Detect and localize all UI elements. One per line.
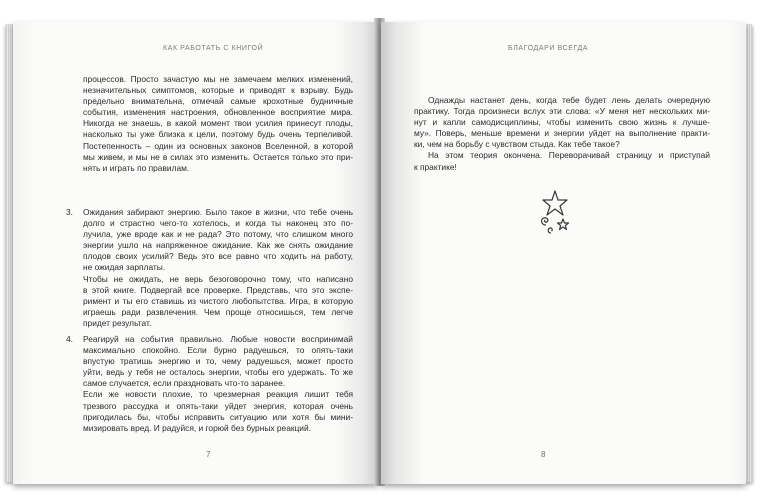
text-line: насколько ты уже близка к цели, поэтому будь очень терпеливой. [83, 129, 353, 140]
text-line: трезвого рассудка и опять-таки уйдет энергия, которая очень [83, 400, 353, 411]
text-line: Однажды настанет день, когда тебе будет лень делать очередную [428, 95, 710, 105]
text-line: максимально спокойно. Если бурно радуешься, то опять-таки [83, 345, 353, 356]
text-line: к практике! [414, 161, 457, 172]
text-line: процессов. Просто зачастую мы не замечаем мелких изменений, [83, 74, 353, 84]
text-line: мизировать вред. И радуйся, и горюй без бурных реакций. [83, 422, 311, 433]
stars-swirl-icon [533, 189, 577, 241]
text-line: не ожидая зарплаты. [83, 262, 166, 273]
text-line: Ожидания забирают энергию. Было такое в жизни, что тебе очень [83, 207, 353, 217]
text-line: На этом теория окончена. Переворачивай страницу и приступай [428, 150, 710, 161]
right-running-head: БЛАГОДАРИ ВСЕГДА [508, 45, 589, 52]
text-line: Реагируй на события правильно. Любые новости воспринимай [83, 334, 353, 344]
text-line: Чтобы не ожидать, не верь безоговорочно тому, что написано [83, 273, 353, 284]
left-page-number: 7 [206, 450, 211, 459]
right-page [381, 22, 746, 484]
right-page-number: 8 [541, 450, 546, 459]
text-line: пригодилась бы, чтобы исправить ситуацию или хотя бы мини- [83, 411, 353, 422]
text-line: в этой книге. Подвергай все проверке. Представь, что это экспе- [83, 284, 353, 295]
left-intro-paragraph [83, 74, 353, 174]
text-line: плодов своих усилий? Ведь это все равно что ходить на работу, [83, 251, 353, 262]
text-line: лучила, уже вроде как и не рада? Это потому, что слишком много [83, 229, 353, 240]
left-running-head: КАК РАБОТАТЬ С КНИГОЙ [163, 45, 264, 52]
list-item-number: 4. [66, 334, 73, 344]
text-line: придет результат. [83, 317, 152, 328]
text-line: уйти, ведь у тебя не осталось энергии, чтобы его удержать. То же [83, 367, 353, 378]
text-line: долго и страстно чего-то хотелось, и когда ты наконец это по- [83, 218, 353, 229]
text-line: Никогда не знаешь, в какой момент твои усилия принесут плоды, [83, 118, 353, 129]
text-line: самое случается, если праздновать что-то заранее. [83, 378, 286, 389]
text-line: энергии ушло на напряженное ожидание. Как же снять ожидание [83, 240, 353, 251]
right-paragraph [414, 95, 710, 173]
text-line: предельно внимательна, отмечай самые крохотные будничные [83, 96, 353, 107]
text-line: мы живем, и мы не в силах это изменить. Остается только это при- [83, 151, 353, 162]
text-line: впустую тратишь энергию и то, чему радуешься, может просто [83, 356, 353, 367]
text-line: ки, чем на борьбу с чувством стыда. Как тебе такое? [414, 139, 620, 150]
text-line: события, изменения настроения, обновленное восприятие мира. [83, 107, 353, 118]
text-line: нять и играть по правилам. [83, 162, 190, 173]
text-line: му». Поверь, меньше времени и энергии уйдет на выполнение практи- [414, 128, 710, 139]
text-line: Если же новости плохие, то чрезмерная реакция лишит тебя [83, 389, 353, 400]
list-item-4 [66, 334, 353, 434]
left-page [13, 22, 378, 484]
list-item-number: 3. [66, 207, 73, 217]
text-line: практику. Тогда произнеси вслух эти слова: «У меня нет нескольких ми- [414, 106, 710, 117]
text-line: нут и капли самодисциплины, чтобы изменить свою жизнь к лучше- [414, 117, 710, 128]
text-line: Постепенность – один из основных законов Вселенной, в которой [83, 140, 353, 151]
text-line: римент и ты его ставишь из чистого любопытства. Игра, в которую [83, 295, 353, 306]
text-line: играешь ради развлечения. Чем проще относишься, тем легче [83, 306, 353, 317]
text-line: незначительных симптомов, которые и приводят к взрыву. Будь [83, 85, 353, 96]
list-item-3 [66, 207, 353, 329]
